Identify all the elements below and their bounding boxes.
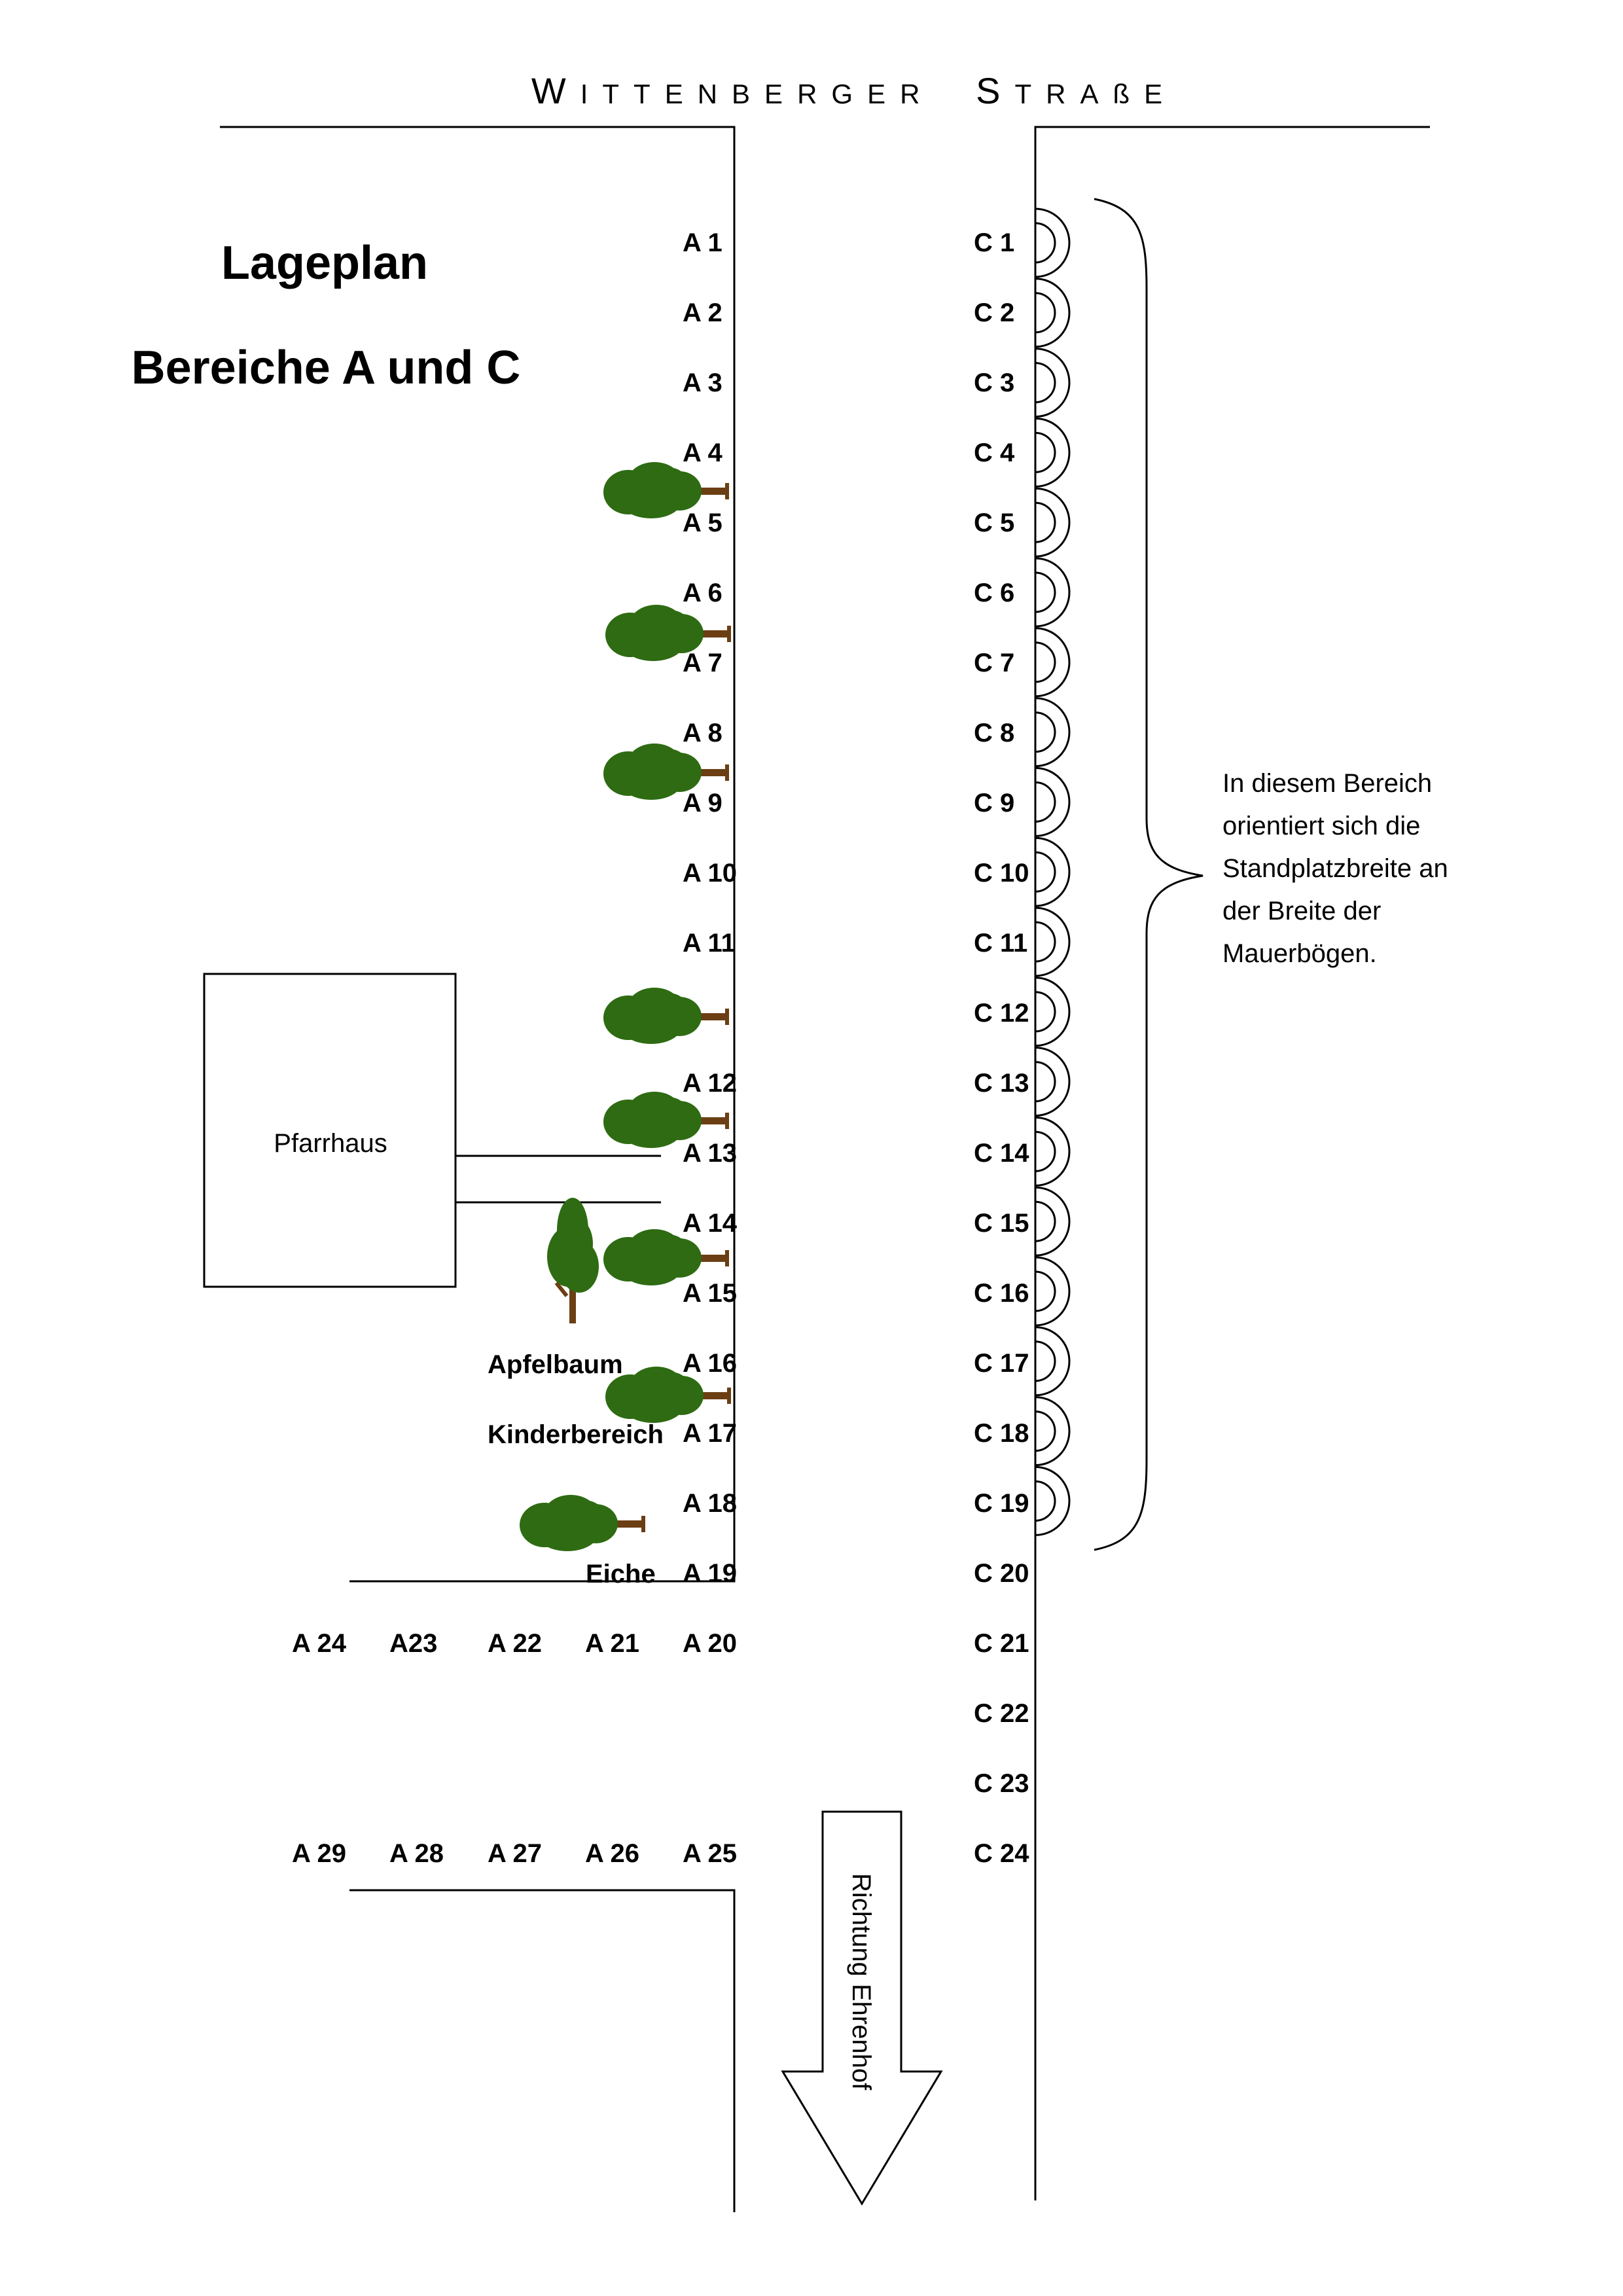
arch-inner [1035,1062,1055,1102]
stall-label: C 18 [974,1419,1029,1448]
stall-label: A 26 [585,1839,640,1868]
arch-outer [1035,1257,1069,1325]
apple-tree-icon [547,1198,599,1323]
right-wall [1035,127,1433,2200]
stall-label: C 1 [974,228,1015,257]
stall-label: A 25 [683,1839,738,1868]
arch-outer [1035,768,1069,836]
road-outlines [220,127,1433,2212]
arch-outer [1035,1048,1069,1116]
stall-label: C 2 [974,298,1015,327]
arch-inner [1035,573,1055,612]
note-line-4: der Breite der [1222,897,1382,925]
arch-inner [1035,1342,1055,1381]
direction-arrow [783,1812,941,2204]
street-initial-2: S [976,70,1015,111]
stall-label: A 13 [683,1139,738,1168]
arch-inner [1035,1481,1055,1520]
stall-label: C 14 [974,1139,1029,1168]
arch-inner [1035,223,1055,262]
arch-inner [1035,922,1055,961]
stall-label: A 12 [683,1069,738,1098]
apple-tree-label: Apfelbaum [488,1350,623,1379]
stall-label: C 23 [974,1769,1029,1798]
stall-label: C 20 [974,1559,1029,1588]
stall-label: C 24 [974,1839,1029,1868]
area-a-row-upper [292,1629,639,1658]
stall-label: A 1 [683,228,722,257]
arch-inner [1035,713,1055,752]
stall-label: A 29 [292,1839,347,1868]
stall-label: C 19 [974,1489,1029,1518]
stall-label: C 7 [974,649,1015,677]
street-rest-1: ITTENBERGER [580,79,935,109]
arch-outer [1035,1327,1069,1395]
stall-label: C 4 [974,439,1015,467]
arch-inner [1035,1202,1055,1241]
left-wall-lower [349,1890,734,2212]
area-a-row-lower [292,1839,639,1868]
note-line-1: In diesem Bereich [1222,769,1433,798]
arch-outer [1035,838,1069,906]
stall-label: A 14 [683,1209,738,1238]
arch-inner [1035,1272,1055,1311]
stall-label: A 11 [683,929,736,958]
arch-inner [1035,293,1055,332]
stall-label: C 12 [974,999,1029,1028]
tree-icon [520,1495,645,1551]
stall-label: A 27 [488,1839,543,1868]
plan-subtitle: Bereiche A und C [131,342,521,394]
arch-outer [1035,908,1069,976]
stall-label: A 10 [683,859,738,888]
stall-label: A 4 [683,439,722,467]
stall-label: A 15 [683,1279,738,1308]
stall-label: C 13 [974,1069,1029,1098]
note-line-5: Mauerbögen. [1222,939,1377,968]
stall-label: C 6 [974,579,1015,607]
direction-label: Richtung Ehrenhof [847,1873,876,2090]
stall-label: C 21 [974,1629,1029,1658]
stall-label: A23 [389,1629,438,1658]
stall-label: A 18 [683,1489,738,1518]
stall-label: C 5 [974,509,1015,537]
range-note [1222,769,1448,968]
note-line-3: Standplatzbreite an [1222,854,1448,883]
area-c-column [974,228,1029,1868]
arch-inner [1035,1132,1055,1171]
arch-outer [1035,418,1069,486]
stall-label: C 17 [974,1349,1029,1378]
stall-label: A 24 [292,1629,347,1658]
stall-label: C 16 [974,1279,1029,1308]
street-name [531,70,1177,111]
stall-label: A 2 [683,298,722,327]
pfarrhaus-label: Pfarrhaus [274,1129,387,1158]
arch-outer [1035,1187,1069,1255]
street-rest-2: TRAßE [1014,79,1177,109]
stall-label: A 17 [683,1419,738,1448]
stall-label: A 28 [389,1839,444,1868]
arch-outer [1035,698,1069,766]
stall-label: A 6 [683,579,722,607]
tree-icon [603,988,729,1044]
arch-inner [1035,503,1055,542]
stall-label: A 19 [683,1559,738,1588]
stall-label: C 15 [974,1209,1029,1238]
stall-label: A 9 [683,789,722,817]
plan-title: Lageplan [221,237,429,289]
arch-outer [1035,279,1069,347]
arch-inner [1035,643,1055,682]
stall-label: A 3 [683,368,722,397]
street-initial-1: W [531,70,580,111]
stall-label: A 20 [683,1629,738,1658]
stall-label: C 8 [974,719,1015,747]
arch-outer [1035,978,1069,1046]
arch-outer [1035,628,1069,696]
trees [520,462,731,1551]
stall-label: C 11 [974,929,1028,958]
arch-outer [1035,1397,1069,1465]
arch-outer [1035,1117,1069,1185]
stall-label: A 7 [683,649,722,677]
stall-label: A 5 [683,509,722,537]
arch-outer [1035,209,1069,277]
wall-arches [1035,209,1069,1535]
stall-label: A 22 [488,1629,543,1658]
note-line-2: orientiert sich die [1222,812,1421,840]
stall-label: C 9 [974,789,1015,817]
stall-label: C 3 [974,368,1015,397]
stall-label: C 10 [974,859,1029,888]
arch-inner [1035,363,1055,403]
stall-label: A 21 [585,1629,640,1658]
arch-outer [1035,488,1069,556]
arch-outer [1035,349,1069,417]
arch-inner [1035,782,1055,821]
range-brace [1094,199,1203,1550]
arch-inner [1035,852,1055,891]
arch-outer [1035,1467,1069,1535]
arch-outer [1035,558,1069,626]
stall-label: A 16 [683,1349,738,1378]
stall-label: A 8 [683,719,722,747]
oak-label: Eiche [586,1560,656,1588]
arch-inner [1035,1412,1055,1451]
arch-inner [1035,433,1055,472]
stall-label: C 22 [974,1699,1029,1728]
kids-area-label: Kinderbereich [488,1420,664,1449]
arch-inner [1035,992,1055,1031]
